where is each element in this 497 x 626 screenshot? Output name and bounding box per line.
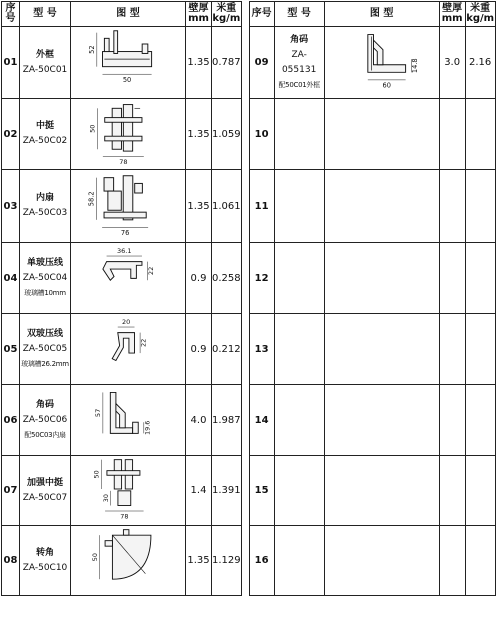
single-glazing-bead-icon bbox=[73, 243, 183, 310]
meter-weight: 1.059 bbox=[212, 99, 242, 170]
meter-weight: 0.258 bbox=[212, 243, 242, 314]
profile-drawing-cell bbox=[324, 314, 439, 385]
svg-text:30: 30 bbox=[101, 494, 110, 503]
profile-name-cell bbox=[274, 385, 324, 456]
header-thickness-right-text: 壁厚 mm bbox=[441, 3, 463, 24]
row-seq: 10 bbox=[249, 99, 274, 170]
profile-name: 转角 bbox=[35, 547, 54, 558]
profile-name-cell bbox=[274, 243, 324, 314]
svg-text:22: 22 bbox=[147, 266, 156, 276]
column-separator bbox=[241, 526, 249, 596]
double-glazing-bead-icon bbox=[73, 314, 183, 381]
wall-thickness: 1.35 bbox=[186, 170, 212, 243]
profile-drawing-cell bbox=[71, 314, 186, 385]
profile-drawing-cell bbox=[324, 170, 439, 243]
row-seq: 03 bbox=[2, 170, 20, 243]
profile-drawing-cell bbox=[71, 27, 186, 99]
svg-text:50: 50 bbox=[122, 75, 132, 84]
header-weight-right-text: 米重 kg/m bbox=[466, 3, 495, 24]
header-weight bbox=[212, 2, 242, 27]
profile-name: 中挺 bbox=[35, 121, 54, 131]
svg-text:58.2: 58.2 bbox=[87, 191, 96, 207]
profile-note: 玻璃槽10mm bbox=[24, 288, 66, 297]
wall-thickness bbox=[439, 385, 465, 456]
wall-thickness bbox=[439, 170, 465, 243]
meter-weight: 1.391 bbox=[212, 456, 242, 526]
meter-weight bbox=[465, 170, 495, 243]
table-row bbox=[2, 243, 496, 314]
meter-weight bbox=[465, 526, 495, 596]
svg-text:14.8: 14.8 bbox=[410, 58, 419, 74]
svg-text:52: 52 bbox=[88, 45, 96, 54]
wall-thickness bbox=[439, 526, 465, 596]
profile-name-cell bbox=[20, 526, 71, 596]
row-seq: 04 bbox=[2, 243, 20, 314]
profile-drawing-cell bbox=[71, 456, 186, 526]
profile-drawing-cell bbox=[71, 99, 186, 170]
table-row bbox=[2, 314, 496, 385]
profile-code: ZA-50C06 bbox=[22, 414, 68, 425]
row-seq: 05 bbox=[2, 314, 20, 385]
column-separator bbox=[241, 314, 249, 385]
profile-code: ZA-50C05 bbox=[22, 343, 68, 354]
profile-note: 配50C03内扇 bbox=[24, 430, 66, 439]
profile-drawing-cell bbox=[71, 243, 186, 314]
wall-thickness: 1.35 bbox=[186, 526, 212, 596]
profile-name-cell bbox=[20, 456, 71, 526]
profile-note: 配50C01外框 bbox=[278, 80, 320, 89]
profile-code: ZA-50C01 bbox=[22, 64, 68, 75]
row-seq: 06 bbox=[2, 385, 20, 456]
svg-text:57: 57 bbox=[94, 408, 103, 418]
column-separator bbox=[241, 27, 249, 99]
profile-name: 外框 bbox=[35, 49, 54, 60]
svg-text:20: 20 bbox=[121, 318, 131, 327]
svg-text:50: 50 bbox=[90, 553, 99, 562]
profile-name-cell bbox=[274, 170, 324, 243]
column-separator bbox=[241, 99, 249, 170]
profile-name: 角码 bbox=[35, 399, 54, 410]
wall-thickness: 0.9 bbox=[186, 314, 212, 385]
table-row bbox=[2, 170, 496, 243]
profile-drawing-cell bbox=[324, 526, 439, 596]
profile-name-cell bbox=[20, 99, 71, 170]
svg-text:60: 60 bbox=[382, 81, 391, 90]
wall-thickness: 1.35 bbox=[186, 99, 212, 170]
column-separator bbox=[241, 2, 249, 27]
svg-text:76: 76 bbox=[120, 229, 130, 238]
column-separator bbox=[241, 170, 249, 243]
row-seq: 07 bbox=[2, 456, 20, 526]
svg-text:19.6: 19.6 bbox=[143, 420, 152, 436]
table-row bbox=[2, 526, 496, 596]
outer-frame-profile-icon bbox=[73, 27, 183, 95]
profile-name-cell bbox=[20, 27, 71, 99]
corner-cleat-large-profile-icon bbox=[327, 27, 437, 95]
header-thickness bbox=[186, 2, 212, 27]
profile-name: 加强中挺 bbox=[26, 477, 63, 488]
wall-thickness: 1.4 bbox=[186, 456, 212, 526]
profile-name-cell bbox=[20, 385, 71, 456]
meter-weight bbox=[465, 314, 495, 385]
profile-drawing-cell bbox=[324, 99, 439, 170]
profile-name-cell bbox=[274, 526, 324, 596]
row-seq: 12 bbox=[249, 243, 274, 314]
profile-name-cell bbox=[274, 314, 324, 385]
profile-code: ZA-055131 bbox=[281, 49, 317, 75]
profile-note: 玻璃槽26.2mm bbox=[21, 359, 69, 368]
header-weight-right bbox=[465, 2, 495, 27]
profile-code: ZA-50C07 bbox=[22, 492, 68, 503]
table-row bbox=[2, 27, 496, 99]
profile-name-cell bbox=[20, 170, 71, 243]
profile-drawing-cell bbox=[71, 385, 186, 456]
meter-weight bbox=[465, 243, 495, 314]
profile-drawing-cell bbox=[71, 526, 186, 596]
reinforced-mullion-profile-icon bbox=[73, 456, 183, 522]
row-seq: 16 bbox=[249, 526, 274, 596]
profile-name-cell bbox=[274, 27, 324, 99]
column-separator bbox=[241, 456, 249, 526]
mullion-profile-icon bbox=[73, 99, 183, 166]
meter-weight: 0.787 bbox=[212, 27, 242, 99]
profile-drawing-cell bbox=[324, 385, 439, 456]
header-model: 型 号 bbox=[20, 2, 71, 27]
svg-text:78: 78 bbox=[120, 512, 129, 521]
meter-weight: 0.212 bbox=[212, 314, 242, 385]
inner-sash-profile-icon bbox=[73, 170, 183, 239]
table-row bbox=[2, 385, 496, 456]
row-seq: 15 bbox=[249, 456, 274, 526]
profile-name-cell bbox=[274, 456, 324, 526]
meter-weight: 2.16 bbox=[465, 27, 495, 99]
wall-thickness: 1.35 bbox=[186, 27, 212, 99]
row-seq: 11 bbox=[249, 170, 274, 243]
svg-text:50: 50 bbox=[92, 470, 101, 479]
header-drawing-right: 图 型 bbox=[324, 2, 439, 27]
table-row bbox=[2, 99, 496, 170]
profile-name-cell bbox=[20, 243, 71, 314]
profile-name: 内扇 bbox=[35, 193, 54, 203]
column-separator bbox=[241, 385, 249, 456]
profile-name-cell bbox=[274, 99, 324, 170]
row-seq: 02 bbox=[2, 99, 20, 170]
wall-thickness: 3.0 bbox=[439, 27, 465, 99]
row-seq: 09 bbox=[249, 27, 274, 99]
profile-drawing-cell bbox=[71, 170, 186, 243]
profile-code: ZA-50C03 bbox=[22, 208, 68, 218]
corner-post-profile-icon bbox=[73, 526, 183, 592]
header-thickness-text: 壁厚 mm bbox=[188, 3, 209, 24]
profile-table bbox=[1, 1, 496, 596]
profile-code: ZA-50C10 bbox=[22, 562, 68, 573]
header-seq: 序号 bbox=[2, 2, 20, 27]
wall-thickness bbox=[439, 243, 465, 314]
row-seq: 14 bbox=[249, 385, 274, 456]
column-separator bbox=[241, 243, 249, 314]
wall-thickness bbox=[439, 99, 465, 170]
wall-thickness bbox=[439, 314, 465, 385]
svg-text:78: 78 bbox=[119, 158, 128, 166]
profile-drawing-cell bbox=[324, 456, 439, 526]
profile-drawing-cell bbox=[324, 243, 439, 314]
profile-name-cell bbox=[20, 314, 71, 385]
profile-name: 双玻压线 bbox=[26, 328, 63, 339]
table-body bbox=[2, 27, 496, 596]
meter-weight: 1.129 bbox=[212, 526, 242, 596]
meter-weight bbox=[465, 385, 495, 456]
table-row bbox=[2, 456, 496, 526]
profile-code: ZA-50C04 bbox=[22, 272, 68, 283]
meter-weight: 1.987 bbox=[212, 385, 242, 456]
header-weight-text: 米重 kg/m bbox=[212, 3, 241, 24]
svg-text:22: 22 bbox=[139, 338, 148, 347]
svg-text:36.1: 36.1 bbox=[117, 247, 132, 256]
header-thickness-right bbox=[439, 2, 465, 27]
meter-weight bbox=[465, 99, 495, 170]
svg-text:50: 50 bbox=[88, 124, 97, 133]
meter-weight bbox=[465, 456, 495, 526]
row-seq: 01 bbox=[2, 27, 20, 99]
row-seq: 08 bbox=[2, 526, 20, 596]
header-seq-right: 序号 bbox=[249, 2, 274, 27]
header-model-right: 型 号 bbox=[274, 2, 324, 27]
profile-drawing-cell bbox=[324, 27, 439, 99]
row-seq: 13 bbox=[249, 314, 274, 385]
profile-name: 角码 bbox=[290, 34, 309, 45]
profile-name: 单玻压线 bbox=[26, 257, 63, 268]
profile-code: ZA-50C02 bbox=[22, 136, 68, 146]
wall-thickness: 4.0 bbox=[186, 385, 212, 456]
corner-cleat-profile-icon bbox=[73, 385, 183, 452]
header-row bbox=[2, 2, 496, 27]
wall-thickness: 0.9 bbox=[186, 243, 212, 314]
wall-thickness bbox=[439, 456, 465, 526]
header-drawing: 图 型 bbox=[71, 2, 186, 27]
meter-weight: 1.061 bbox=[212, 170, 242, 243]
